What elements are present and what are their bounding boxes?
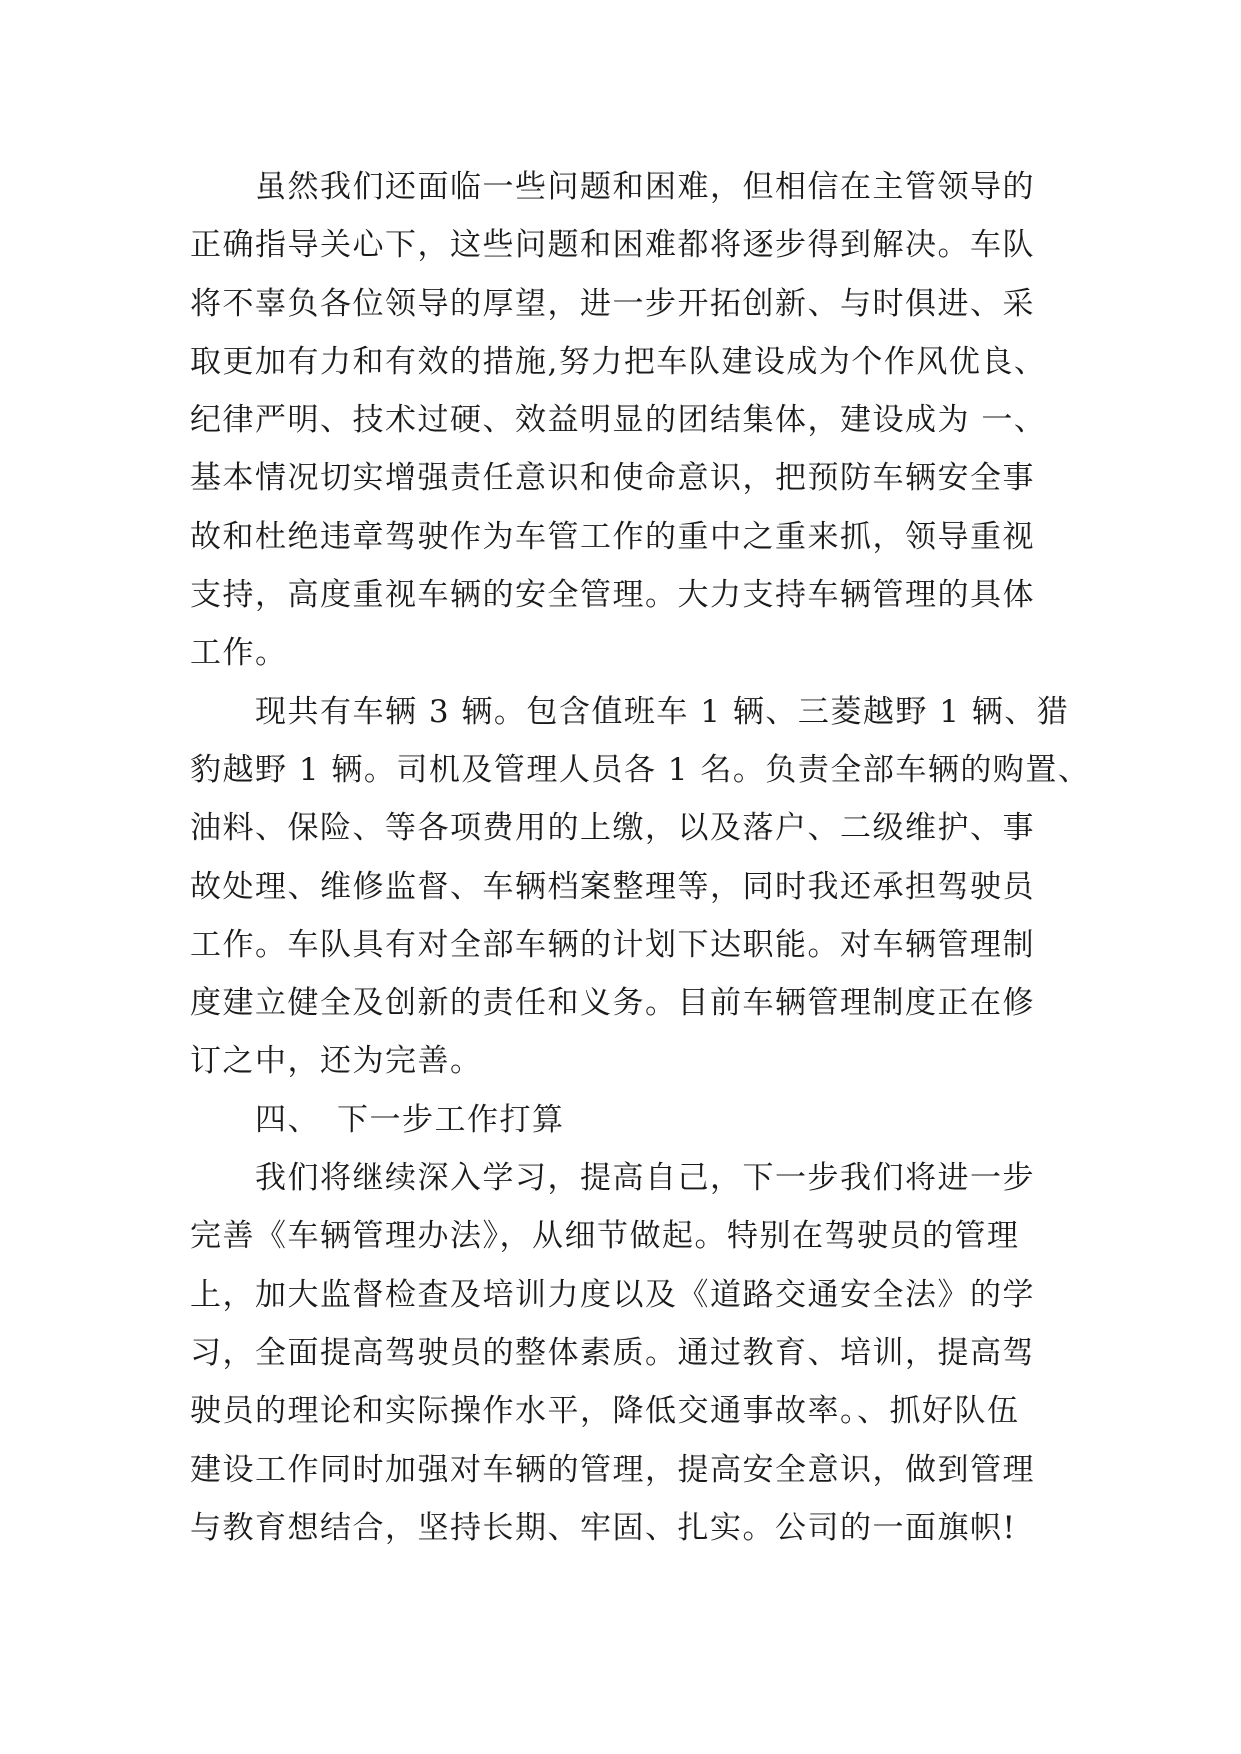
text-line: 将不辜负各位领导的厚望，进一步开拓创新、与时俱进、采 [190,285,1035,322]
text-line: 上，加大监督检查及培训力度以及《道路交通安全法》的学 [190,1276,1035,1313]
text-line: 油料、保险、等各项费用的上缴，以及落户、二级维护、事 [190,810,1035,847]
text-line: 虽然我们还面临一些问题和困难，但相信在主管领导的 [190,169,1035,205]
text-line: 基本情况切实增强责任意识和使命意识，把预防车辆安全事 [190,460,1035,497]
text-line: 习，全面提高驾驶员的整体素质。通过教育、培训，提高驾 [190,1334,1035,1371]
text-line: 纪律严明、技术过硬、效益明显的团结集体，建设成为 一、 [190,402,1047,439]
text-line: 度建立健全及创新的责任和义务。目前车辆管理制度正在修 [190,985,1035,1022]
section-heading: 四、 下一步工作打算 [190,1101,565,1138]
text-line: 豹越野 1 辆。司机及管理人员各 1 名。负责全部车辆的购置、 [190,751,1091,788]
text-line: 建设工作同时加强对车辆的管理，提高安全意识，做到管理 [190,1451,1035,1488]
text-line: 取更加有力和有效的措施,努力把车队建设成为个作风优良、 [190,343,1047,380]
text-line: 工作。 [190,635,288,672]
text-line: 工作。车队具有对全部车辆的计划下达职能。对车辆管理制 [190,926,1035,963]
text-line: 我们将继续深入学习，提高自己，下一步我们将进一步 [190,1160,1035,1197]
text-line: 驶员的理论和实际操作水平，降低交通事故率。、抓好队伍 [190,1393,1020,1430]
text-line: 现共有车辆 3 辆。包含值班车 1 辆、三菱越野 1 辆、猎 [190,693,1070,730]
document-body [190,158,1091,1557]
text-line: 正确指导关心下，这些问题和困难都将逐步得到解决。车队 [190,227,1035,264]
text-line: 与教育想结合，坚持长期、牢固、扎实。公司的一面旗帜! [190,1509,1017,1546]
text-line: 故处理、维修监督、车辆档案整理等，同时我还承担驾驶员 [190,868,1035,905]
text-line: 故和杜绝违章驾驶作为车管工作的重中之重来抓，领导重视 [190,518,1035,555]
text-line: 订之中，还为完善。 [190,1043,483,1080]
text-line: 完善《车辆管理办法》，从细节做起。特别在驾驶员的管理 [190,1218,1020,1255]
text-line: 支持，高度重视车辆的安全管理。大力支持车辆管理的具体 [190,577,1035,614]
